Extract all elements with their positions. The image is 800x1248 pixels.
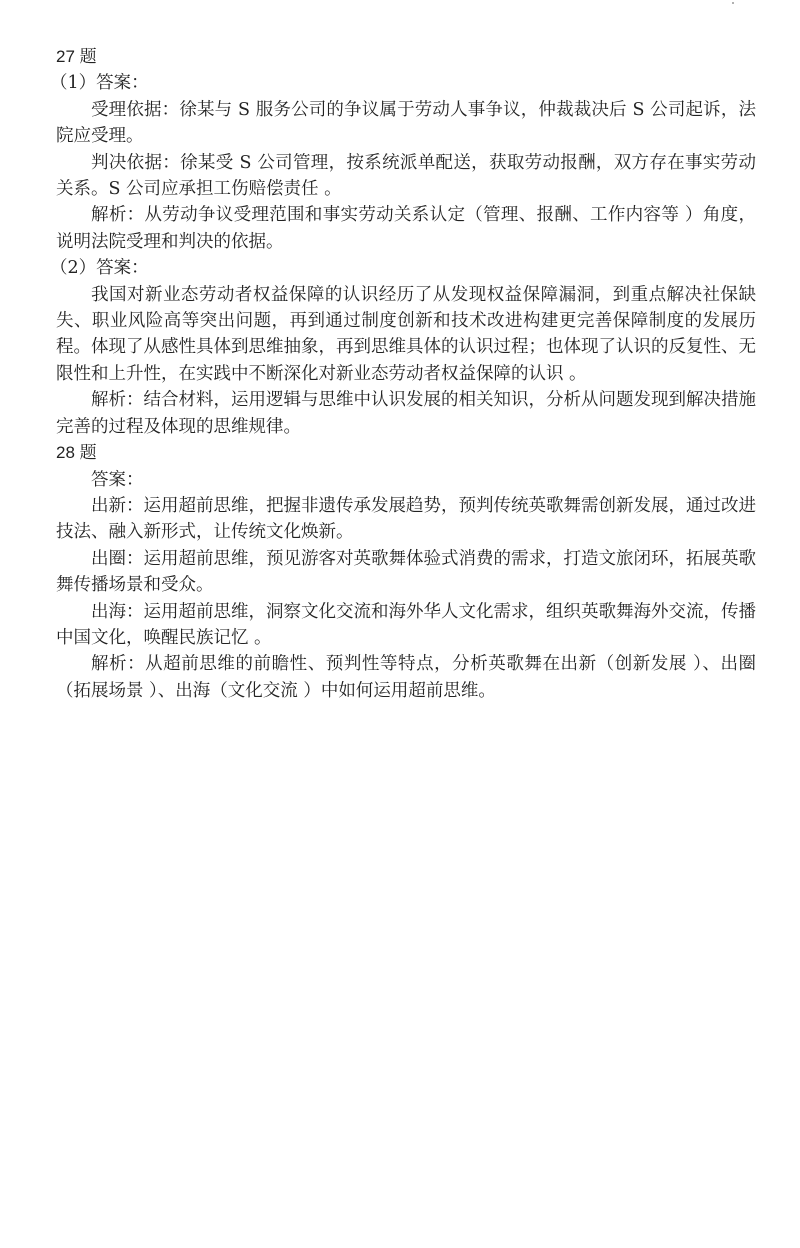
q28-answer-label: 答案： — [91, 469, 144, 490]
q28-paragraph-overseas: 出海：运用超前思维，洞察文化交流和海外华人文化需求，组织英歌舞海外交流，传播中国文化，唤醒民族记忆 。 — [56, 601, 756, 648]
question-28-title: 28 题 — [56, 443, 97, 463]
q27-part2-paragraph-answer: 我国对新业态劳动者权益保障的认识经历了从发现权益保障漏洞，到重点解决社保缺失、职业风险高等突出问题，再到通过制度创新和技术改进构建更完善保障制度的发展历程。体现了从感性具体到思维抽象，再到思维具体的认识过程；也体现了认识的反复性、无限性和上升性，在实践中不断深化对新业态劳动者权益保障的认识 。 — [56, 284, 756, 384]
q28-paragraph-innovation: 出新：运用超前思维，把握非遗传承发展趋势，预判传统英歌舞需创新发展，通过改进技法、融入新形式，让传统文化焕新。 — [56, 495, 756, 543]
q27-part1-paragraph-accept-basis: 受理依据：徐某与 S 服务公司的争议属于劳动人事争议，仲裁裁决后 S 公司起诉，法院应受理。 — [56, 99, 756, 147]
q27-part1-paragraph-analysis: 解析：从劳动争议受理范围和事实劳动关系认定（管理、报酬、工作内容等 ）角度，说明法院受理和判决的依据。 — [56, 205, 756, 252]
q28-paragraph-analysis: 解析：从超前思维的前瞻性、预判性等特点，分析英歌舞在出新（创新发展 ）、出圈（拓展场景 ）、出海（文化交流 ）中如何运用超前思维。 — [56, 654, 756, 701]
q27-part1-label: （1）答案： — [50, 73, 149, 94]
answer-document — [50, 44, 756, 704]
q27-part2-label: （2）答案： — [50, 258, 149, 279]
q28-paragraph-breakout: 出圈：运用超前思维，预见游客对英歌舞体验式消费的需求，打造文旅闭环，拓展英歌舞传播场景和受众。 — [56, 548, 756, 596]
q27-part1-paragraph-judgment-basis: 判决依据：徐某受 S 公司管理，按系统派单配送，获取劳动报酬，双方存在事实劳动关系。S 公司应承担工伤赔偿责任 。 — [56, 152, 756, 200]
scan-speck — [732, 2, 734, 4]
q27-part2-paragraph-analysis: 解析：结合材料，运用逻辑与思维中认识发展的相关知识，分析从问题发现到解决措施完善的过程及体现的思维规律。 — [56, 390, 756, 437]
question-27-title: 27 题 — [56, 47, 97, 66]
